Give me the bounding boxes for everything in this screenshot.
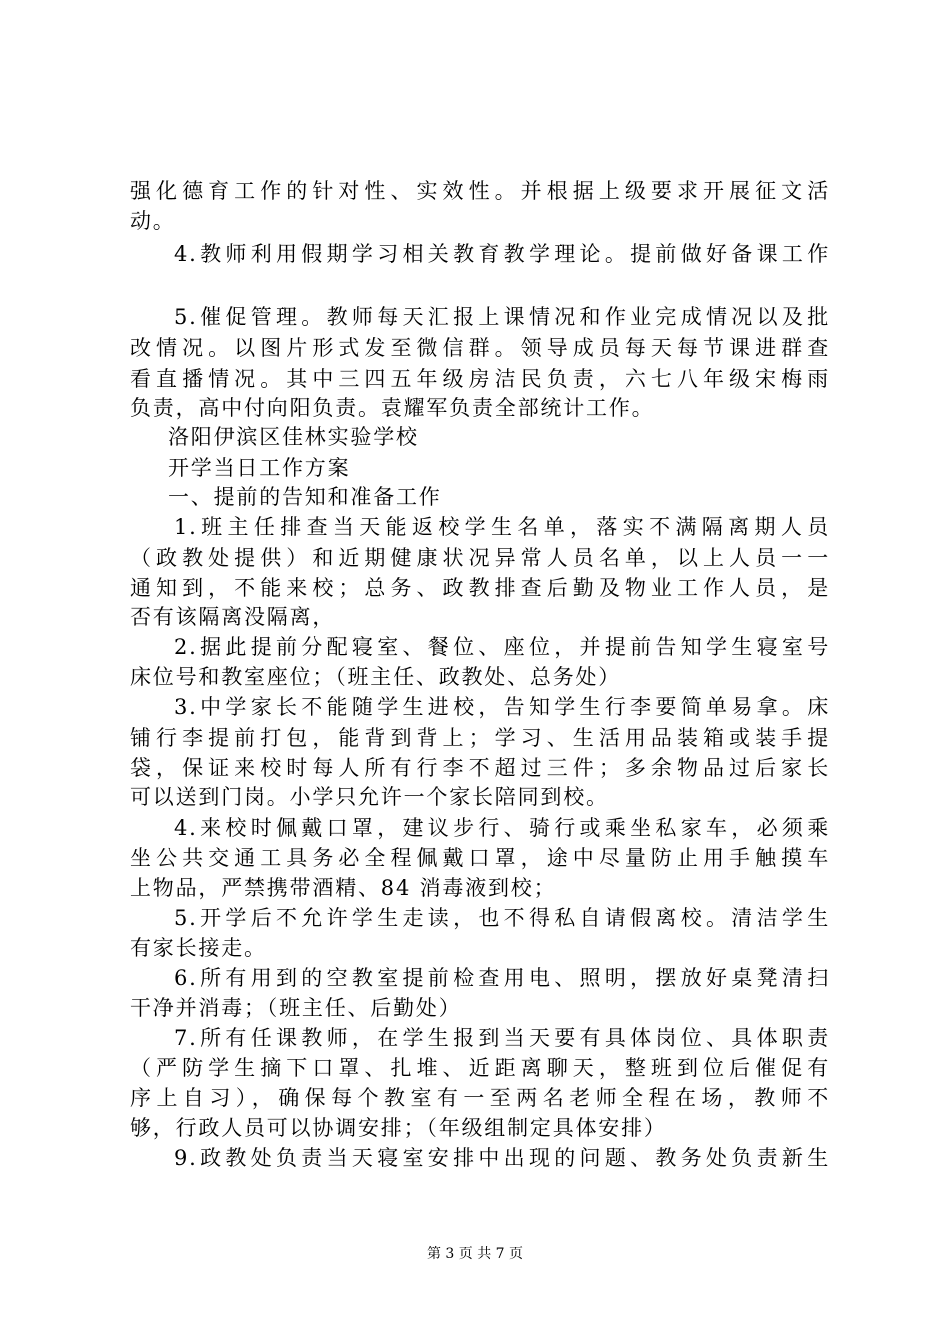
paragraph-line: 2.据此提前分配寝室、餐位、座位，并提前告知学生寝室号 (174, 635, 830, 659)
paragraph-line: 看直播情况。其中三四五年级房洁民负责，六七八年级宋梅雨 (130, 367, 830, 391)
paragraph-line: 9.政教处负责当天寝室安排中出现的问题、教务处负责新生 (174, 1146, 830, 1170)
document-title: 开学当日工作方案 (168, 456, 351, 480)
paragraph-line: 可以送到门岗。小学只允许一个家长陪同到校。 (130, 785, 609, 809)
paragraph-line: 够，行政人员可以协调安排；（年级组制定具体安排） (130, 1116, 667, 1140)
paragraph-line: 上物品，严禁携带酒精、84 消毒液到校； (130, 876, 557, 900)
paragraph-line: （严防学生摘下口罩、扎堆、近距离聊天，整班到位后催促有 (130, 1056, 830, 1080)
paragraph-line: 负责，高中付向阳负责。袁耀军负责全部统计工作。 (130, 396, 655, 420)
school-name: 洛阳伊滨区佳林实验学校 (168, 425, 419, 449)
paragraph-line: 强化德育工作的针对性、实效性。并根据上级要求开展征文活 (130, 179, 830, 203)
paragraph-line: 铺行李提前打包，能背到背上；学习、生活用品装箱或装手提 (130, 726, 830, 750)
paragraph-line: （政教处提供）和近期健康状况异常人员名单，以上人员一一 (130, 546, 830, 570)
paragraph-line: 7.所有任课教师，在学生报到当天要有具体岗位、具体职责 (174, 1026, 830, 1050)
paragraph-line: 袋，保证来校时每人所有行李不超过三件；多余物品过后家长 (130, 756, 830, 780)
paragraph-line: 4.来校时佩戴口罩，建议步行、骑行或乘坐私家车，必须乘 (174, 816, 830, 840)
paragraph-line: 有家长接走。 (130, 936, 267, 960)
paragraph-line: 3.中学家长不能随学生进校，告知学生行李要简单易拿。床 (174, 695, 830, 719)
paragraph-line: 否有该隔离没隔离， (130, 605, 336, 629)
paragraph-line: 5.开学后不允许学生走读，也不得私自请假离校。清洁学生 (174, 906, 830, 930)
paragraph-line: 动。 (130, 209, 176, 233)
paragraph-line: 床位号和教室座位；（班主任、政教处、总务处） (130, 665, 622, 689)
paragraph-line: 1.班主任排查当天能返校学生名单，落实不满隔离期人员 (174, 515, 830, 539)
paragraph-line: 序上自习），确保每个教室有一至两名老师全程在场，教师不 (130, 1086, 830, 1110)
paragraph-line: 通知到，不能来校；总务、政教排查后勤及物业工作人员，是 (130, 576, 830, 600)
paragraph-line: 5.催促管理。教师每天汇报上课情况和作业完成情况以及批 (174, 305, 830, 329)
paragraph-line: 坐公共交通工具务必全程佩戴口罩，途中尽量防止用手触摸车 (130, 846, 830, 870)
paragraph-line: 改情况。以图片形式发至微信群。领导成员每天每节课进群查 (130, 336, 830, 360)
paragraph-line: 4.教师利用假期学习相关教育教学理论。提前做好备课工作 (174, 242, 830, 266)
section-heading: 一、提前的告知和准备工作 (168, 485, 442, 509)
page-number-footer: 第 3 页 共 7 页 (426, 1246, 524, 1262)
paragraph-line: 6.所有用到的空教室提前检查用电、照明，摆放好桌凳清扫 (174, 966, 830, 990)
paragraph-line: 干净并消毒；（班主任、后勤处） (130, 996, 462, 1020)
